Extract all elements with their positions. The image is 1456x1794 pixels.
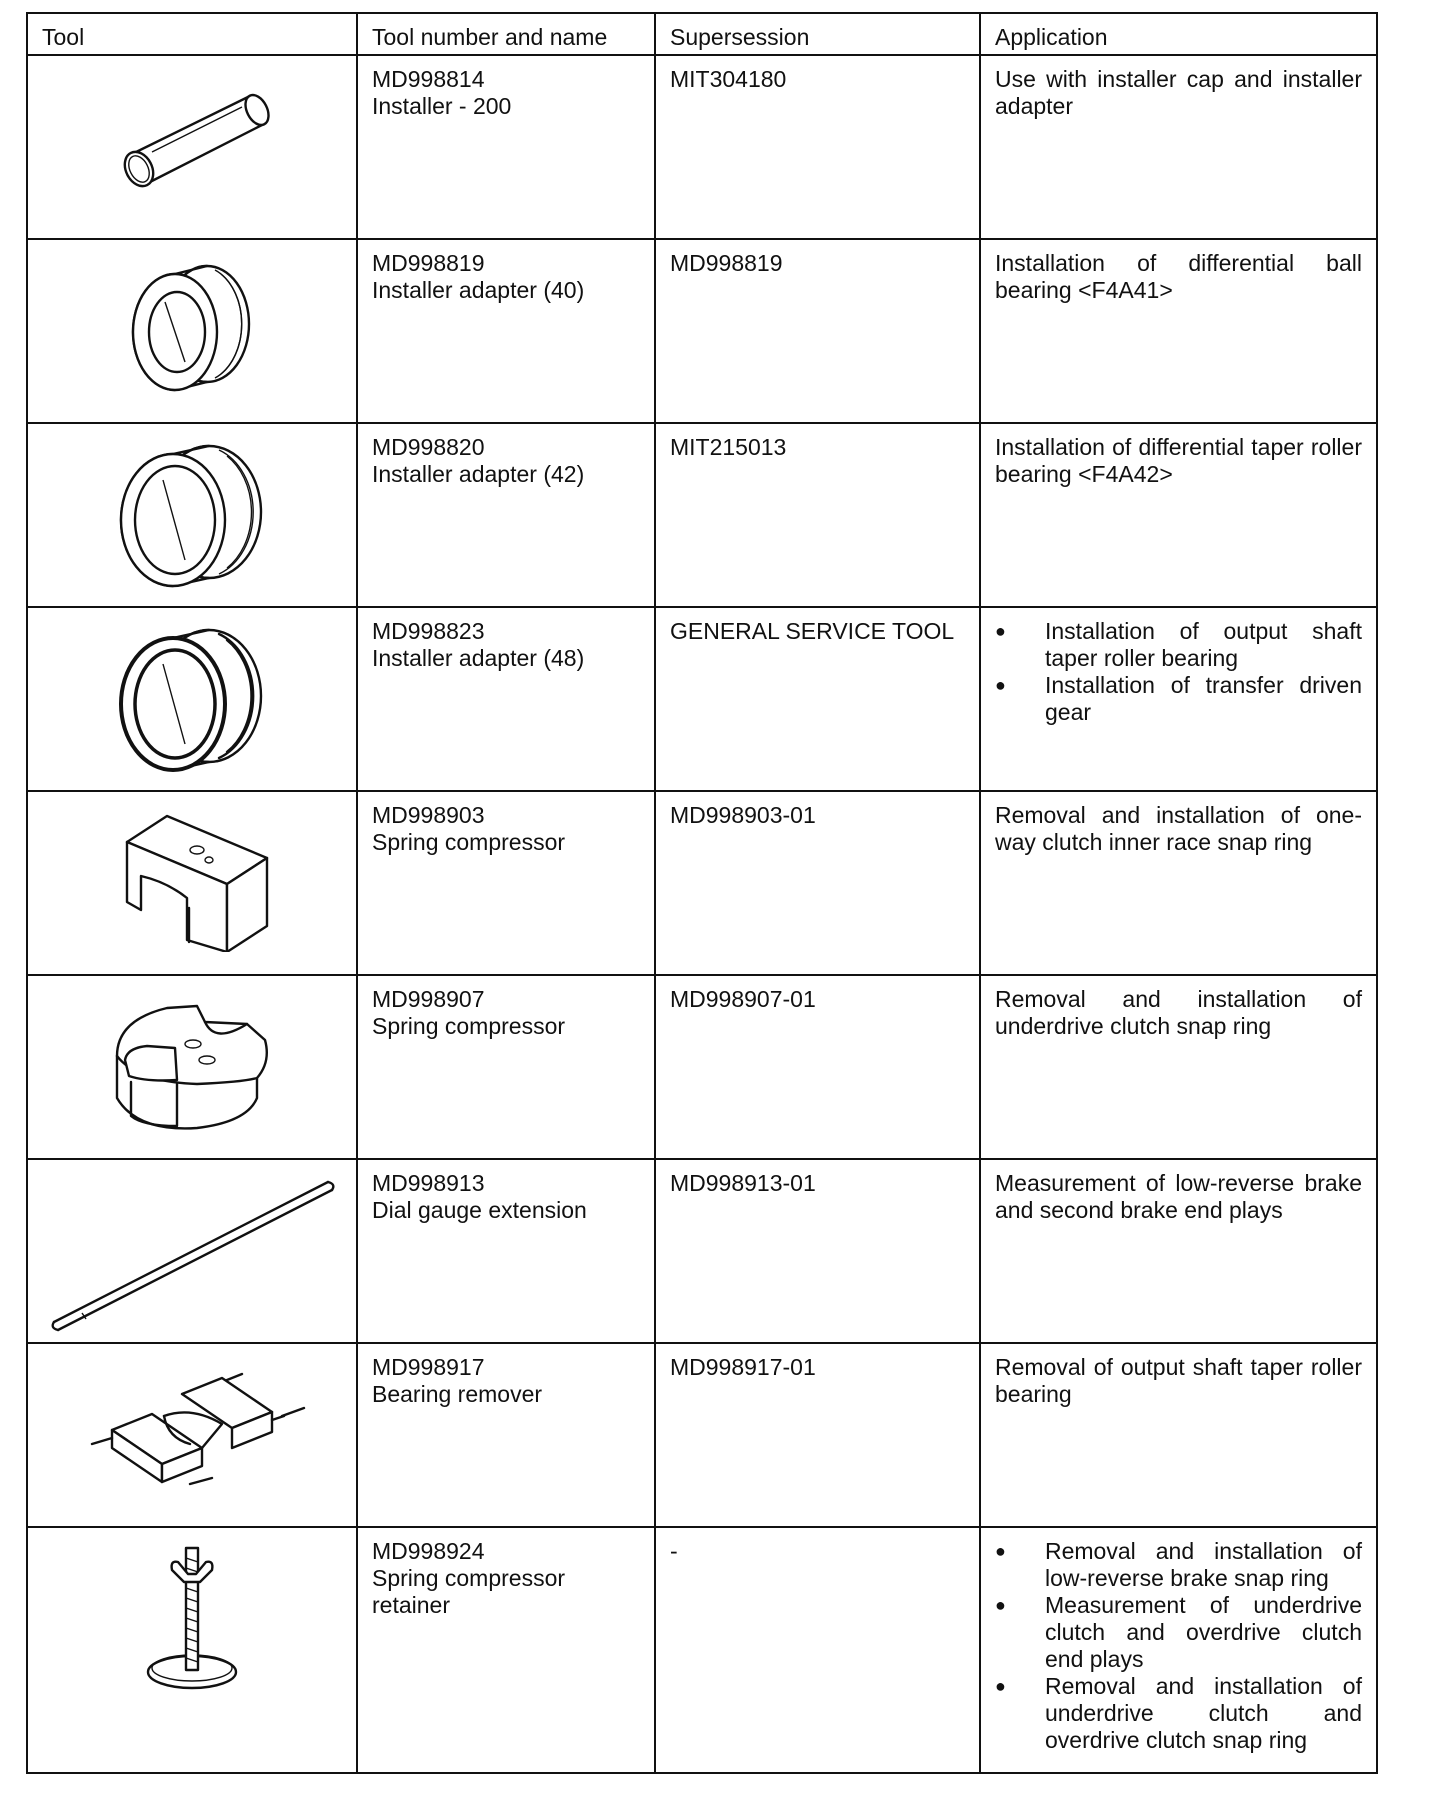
supersession-cell: MD998917-01	[655, 1343, 980, 1527]
application-bullet-list	[995, 1538, 1362, 1754]
application-cell	[980, 1527, 1377, 1773]
supersession-cell: MIT304180	[655, 55, 980, 239]
spring-compressor-icon	[97, 802, 287, 952]
installer-200-icon	[92, 66, 292, 216]
tool-name: Spring compressor	[372, 1013, 566, 1039]
tool-number: MD998903	[372, 802, 485, 828]
application-cell: Measurement of low-reverse brake and second brake end plays	[980, 1159, 1377, 1343]
table-row	[27, 975, 1377, 1159]
table-row	[27, 423, 1377, 607]
tool-number: MD998907	[372, 986, 485, 1012]
tool-illustration-cell	[27, 1343, 357, 1527]
tool-number: MD998913	[372, 1170, 485, 1196]
table-row	[27, 791, 1377, 975]
tool-number: MD998917	[372, 1354, 485, 1380]
tool-number-name-cell	[357, 423, 655, 607]
tool-number: MD998823	[372, 618, 485, 644]
application-bullet-list	[995, 618, 1362, 726]
tool-number: MD998819	[372, 250, 485, 276]
header-supersession: Supersession	[655, 13, 980, 55]
header-application: Application	[980, 13, 1377, 55]
table-row	[27, 55, 1377, 239]
bearing-remover-icon	[72, 1354, 312, 1504]
tool-number-name-cell	[357, 55, 655, 239]
tool-number-name-cell	[357, 1343, 655, 1527]
tool-illustration-cell	[27, 975, 357, 1159]
application-cell	[980, 607, 1377, 791]
tool-number-name-cell	[357, 607, 655, 791]
tool-number-name-cell	[357, 1527, 655, 1773]
application-cell: Installation of differential ball bearing <F4A41>	[980, 239, 1377, 423]
tool-number: MD998924	[372, 1538, 485, 1564]
table-row	[27, 239, 1377, 423]
supersession-cell: MD998819	[655, 239, 980, 423]
tool-name: Spring compressor	[372, 829, 566, 855]
application-bullet: ● Measurement of underdrive clutch and overdrive clutch end plays	[995, 1592, 1362, 1673]
application-cell: Removal and installation of underdrive clutch snap ring	[980, 975, 1377, 1159]
supersession-cell: MD998907-01	[655, 975, 980, 1159]
application-bullet: ● Removal and installation of low-reverse brake snap ring	[995, 1538, 1362, 1592]
tool-name: Installer - 200	[372, 93, 512, 119]
tool-illustration-cell	[27, 791, 357, 975]
installer-adapter-48-icon	[97, 618, 287, 788]
tool-number-name-cell	[357, 791, 655, 975]
tool-name: Installer adapter (48)	[372, 645, 585, 671]
tool-number: MD998820	[372, 434, 485, 460]
tool-illustration-cell	[27, 239, 357, 423]
tool-number-name-cell	[357, 975, 655, 1159]
application-cell: Use with installer cap and installer adapter	[980, 55, 1377, 239]
spring-compressor-round-icon	[97, 986, 287, 1136]
tool-illustration-cell	[27, 55, 357, 239]
table-row	[27, 1159, 1377, 1343]
application-cell: Installation of differential taper roller bearing <F4A42>	[980, 423, 1377, 607]
dial-gauge-extension-icon	[42, 1170, 342, 1340]
tool-name: Installer adapter (40)	[372, 277, 585, 303]
tool-name: Installer adapter (42)	[372, 461, 585, 487]
tool-illustration-cell	[27, 423, 357, 607]
application-bullet: ● Removal and installation of underdrive clutch and overdrive clutch snap ring	[995, 1673, 1362, 1754]
supersession-cell: MIT215013	[655, 423, 980, 607]
supersession-cell: GENERAL SERVICE TOOL	[655, 607, 980, 791]
tool-illustration-cell	[27, 1527, 357, 1773]
tool-number-name-cell	[357, 239, 655, 423]
tool-illustration-cell	[27, 607, 357, 791]
spring-compressor-retainer-icon	[132, 1538, 252, 1698]
tool-illustration-cell	[27, 1159, 357, 1343]
installer-adapter-42-icon	[97, 434, 287, 604]
installer-adapter-40-icon	[107, 250, 277, 410]
table-row	[27, 607, 1377, 791]
table-row	[27, 1343, 1377, 1527]
tool-number-name-cell	[357, 1159, 655, 1343]
supersession-cell: MD998913-01	[655, 1159, 980, 1343]
application-bullet: ● Installation of transfer driven gear	[995, 672, 1362, 726]
application-cell: Removal of output shaft taper roller bearing	[980, 1343, 1377, 1527]
application-bullet: ● Installation of output shaft taper roller bearing	[995, 618, 1362, 672]
tool-number: MD998814	[372, 66, 485, 92]
supersession-cell: MD998903-01	[655, 791, 980, 975]
header-tool-number-and-name: Tool number and name	[357, 13, 655, 55]
tool-name: Spring compressor retainer	[372, 1565, 566, 1618]
header-row	[27, 13, 1377, 55]
tool-name: Dial gauge extension	[372, 1197, 587, 1223]
special-tools-table	[26, 12, 1378, 1774]
table-row	[27, 1527, 1377, 1773]
header-tool: Tool	[27, 13, 357, 55]
supersession-cell: -	[655, 1527, 980, 1773]
application-cell: Removal and installation of one-way clutch inner race snap ring	[980, 791, 1377, 975]
tool-name: Bearing remover	[372, 1381, 543, 1407]
